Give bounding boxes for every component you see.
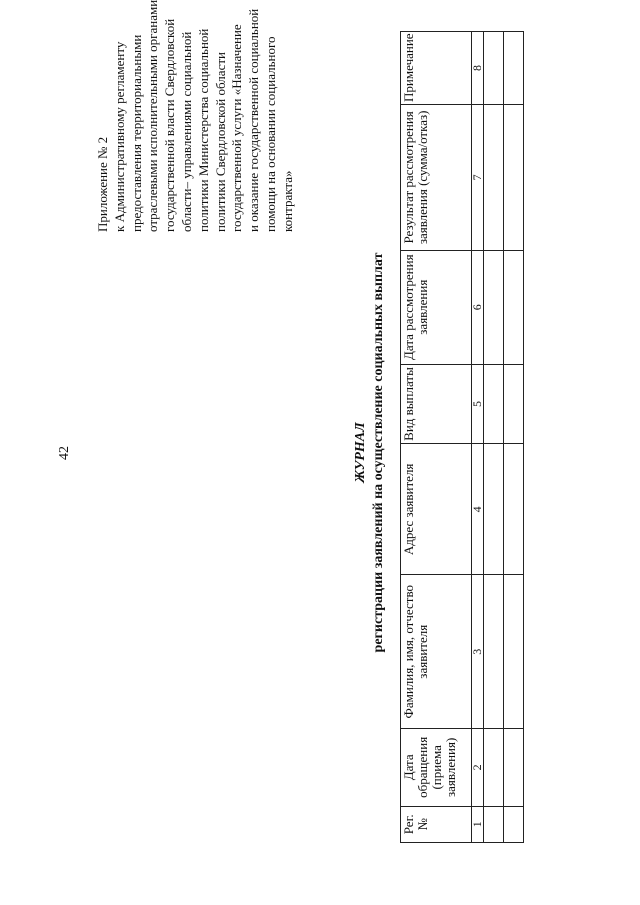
table-cell bbox=[484, 104, 504, 250]
journal-subtitle: регистрации заявлений на осуществление социальных выплат bbox=[371, 252, 386, 653]
journal-title: ЖУРНАЛ bbox=[353, 422, 368, 483]
table-cell bbox=[484, 444, 504, 575]
table-cell bbox=[484, 250, 504, 364]
column-number: 6 bbox=[472, 250, 484, 364]
table-cell bbox=[504, 575, 524, 729]
appendix-line: государственной услуги «Назначение bbox=[229, 24, 245, 232]
table-cell bbox=[484, 364, 504, 444]
column-header-review-date: Дата рассмотрения заявления bbox=[401, 250, 472, 364]
journal-table bbox=[400, 31, 524, 843]
table-cell bbox=[504, 444, 524, 575]
column-number: 1 bbox=[472, 806, 484, 842]
column-number: 3 bbox=[472, 575, 484, 729]
column-number: 8 bbox=[472, 32, 484, 105]
appendix-line: и оказание государственной социальной bbox=[246, 8, 262, 232]
table-cell bbox=[484, 575, 504, 729]
appendix-line: области– управлениями социальной bbox=[178, 31, 194, 232]
table-cell bbox=[504, 104, 524, 250]
column-header-review-result: Результат рассмотрения заявления (сумма/отказ) bbox=[401, 104, 472, 250]
column-number: 7 bbox=[472, 104, 484, 250]
column-number: 4 bbox=[472, 444, 484, 575]
table-row bbox=[484, 32, 504, 843]
page-number: 42 bbox=[57, 446, 72, 460]
column-header-applicant-name: Фамилия, имя, отчество заявителя bbox=[401, 575, 472, 729]
table-cell bbox=[504, 729, 524, 806]
table-cell bbox=[504, 250, 524, 364]
appendix-line: отраслевыми исполнительными органами bbox=[145, 0, 161, 232]
appendix-line: помощи на основании социального bbox=[262, 36, 278, 232]
column-number: 5 bbox=[472, 364, 484, 444]
appendix-line: контракта» bbox=[279, 170, 295, 232]
table-cell bbox=[484, 729, 504, 806]
table-cell bbox=[504, 806, 524, 842]
column-header-request-date: Дата обращения (приема заявления) bbox=[401, 729, 472, 806]
appendix-line: государственной власти Свердловской bbox=[162, 18, 178, 232]
table-header-row bbox=[401, 32, 472, 843]
appendix-line: Приложение № 2 bbox=[95, 136, 110, 232]
table-cell bbox=[484, 806, 504, 842]
appendix-lines bbox=[95, 0, 297, 232]
column-header-note: Примечание bbox=[401, 32, 472, 105]
table-cell bbox=[504, 364, 524, 444]
table-number-row bbox=[472, 32, 484, 843]
table-cell bbox=[484, 32, 504, 105]
column-header-reg-number: Рег. № bbox=[401, 806, 472, 842]
appendix-line: к Административному регламенту bbox=[111, 41, 127, 232]
table-cell bbox=[504, 32, 524, 105]
column-header-applicant-address: Адрес заявителя bbox=[401, 444, 472, 575]
appendix-line: предоставления территориальными bbox=[128, 34, 144, 232]
column-header-payment-type: Вид выплаты bbox=[401, 364, 472, 444]
column-number: 2 bbox=[472, 729, 484, 806]
table-row bbox=[504, 32, 524, 843]
appendix-line: политики Министерства социальной bbox=[195, 28, 211, 232]
appendix-line: политики Свердловской области bbox=[212, 52, 228, 232]
